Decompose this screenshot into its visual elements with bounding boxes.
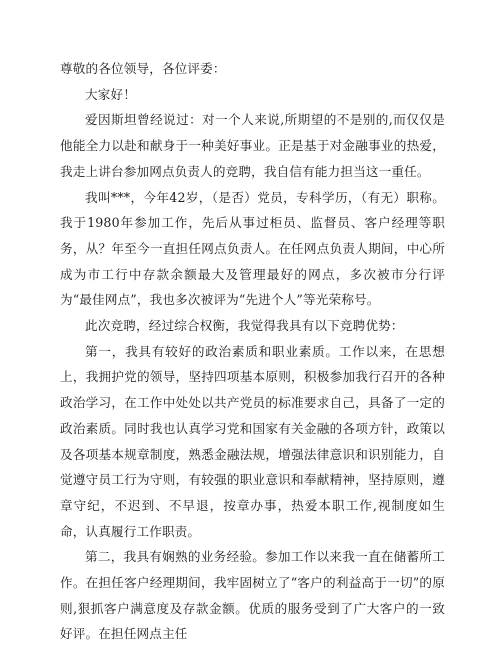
paragraph-advantages-intro: 此次竞聘，经过综合权衡，我觉得我具有以下竞聘优势：: [85, 318, 404, 334]
paragraph-political-quality: 第一，我具有较好的政治素质和职业素质。工作以来，在思想上，我拥护党的领导，坚持四项基本原则，积极参加我行召开的各种政治学习，在工作中处处以共产党员的标准要求自己，具备了一定的政治素质。同时我也认真学习党和国家有关金融的各项方针，政策以及各项基本规章制度，熟悉金融法规，增强法律意识和识别能力，自觉遵守员工行为守则，有较强的职业意识和奉献精神，坚持原则，遵章守纪，不迟到、不早退，按章办事，热爱本职工作,视制度如生命，认真履行工作职责。: [60, 343, 445, 539]
salutation: 尊敬的各位领导，各位评委：: [60, 61, 226, 76]
document-page: [60, 56, 445, 647]
paragraph-einstein-quote: 爱因斯坦曾经说过：对一个人来说,所期望的不是别的,而仅仅是他能全力以赴和献身于一种美好事业。正是基于对金融事业的热爱，我走上讲台参加网点负责人的竞聘，我自信有能力担当这一重任。: [60, 112, 445, 179]
paragraph-self-introduction: 我叫***，今年42岁，（是否）党员，专科学历，（有无）职称。我于1980年参加工作，先后从事过柜员、监督员、客户经理等职务，从？年至今一直担任网点负责人。在任网点负责人期间，中心所成为市工行中存款余额最大及管理最好的网点，多次被市分行评为“最佳网点”，我也多次被评为“先进个人”等光荣称号。: [60, 189, 445, 308]
paragraph-business-experience: 第二，我具有娴熟的业务经验。参加工作以来我一直在储蓄所工作。在担任客户经理期间，我牢固树立了“客户的利益高于一切”的原则,狠抓客户满意度及存款金额。优质的服务受到了广大客户的一致好评。在担任网点主任: [60, 549, 445, 642]
greeting: 大家好！: [85, 86, 136, 102]
